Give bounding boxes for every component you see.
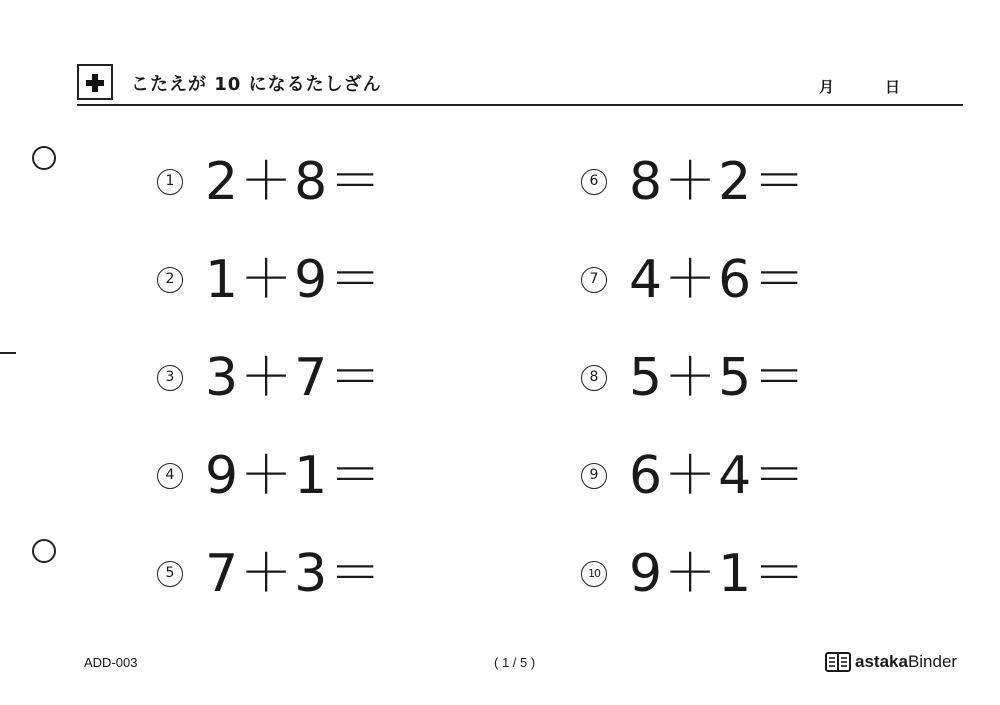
center-mark: [0, 352, 16, 354]
plus-icon: [77, 64, 113, 100]
problem-1: [157, 152, 383, 212]
binder-book-icon: [825, 651, 851, 673]
worksheet-title: こたえが 10 になるたしざん: [131, 74, 382, 95]
problem-6: [581, 152, 807, 212]
problem-4: [157, 446, 383, 506]
problem-expression: 9＋1＝: [629, 544, 808, 604]
worksheet-code: ADD-003: [84, 655, 138, 670]
problem-expression: 1＋9＝: [205, 250, 384, 310]
problem-5: [157, 544, 383, 604]
problem-expression: 9＋1＝: [205, 446, 384, 506]
problem-number: 3: [157, 365, 183, 391]
problem-9: [581, 446, 807, 506]
problem-2: [157, 250, 383, 310]
problem-10: [581, 544, 807, 604]
problem-expression: 2＋8＝: [205, 152, 384, 212]
problem-number: 9: [581, 463, 607, 489]
month-label: 月: [819, 78, 835, 96]
problem-number: 10: [581, 561, 607, 587]
binder-hole-top: [32, 146, 56, 170]
problem-number: 7: [581, 267, 607, 293]
problem-expression: 7＋3＝: [205, 544, 384, 604]
problem-expression: 6＋4＝: [629, 446, 808, 506]
problem-number: 2: [157, 267, 183, 293]
problem-8: [581, 348, 807, 408]
problem-number: 8: [581, 365, 607, 391]
problem-3: [157, 348, 383, 408]
problem-expression: 8＋2＝: [629, 152, 808, 212]
problem-expression: 5＋5＝: [629, 348, 808, 408]
problem-number: 4: [157, 463, 183, 489]
problem-number: 1: [157, 169, 183, 195]
day-label: 日: [885, 78, 901, 96]
problem-number: 5: [157, 561, 183, 587]
brand-name-bold: astaka: [855, 652, 908, 671]
page-indicator: ( 1 / 5 ): [494, 655, 536, 670]
problem-number: 6: [581, 169, 607, 195]
problem-expression: 4＋6＝: [629, 250, 808, 310]
worksheet-header: [77, 64, 963, 106]
problem-7: [581, 250, 807, 310]
binder-hole-bottom: [32, 539, 56, 563]
brand-logo: [825, 649, 957, 675]
problem-expression: 3＋7＝: [205, 348, 384, 408]
brand-name-light: Binder: [907, 652, 958, 671]
